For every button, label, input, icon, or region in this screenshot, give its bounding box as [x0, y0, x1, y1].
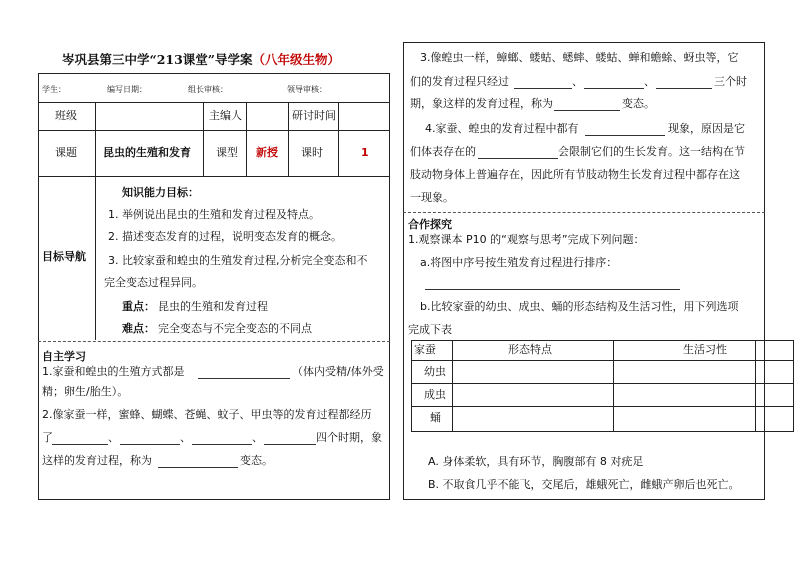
period-value: 1: [361, 146, 369, 159]
table-row-label: 成虫: [424, 388, 446, 401]
objective-item: 3. 比较家蚕和蝗虫的生殖发育过程,分析完全变态和不: [108, 254, 368, 267]
topic-value: 昆虫的生殖和发育: [103, 146, 191, 159]
row-divider: [38, 176, 390, 177]
q3-line1: 3.像蝗虫一样，蟑螂、蝼蛄、蟋蟀、蝼蛄、蝉和蟾蜍、蚜虫等，它: [420, 51, 739, 64]
difficult-point: 完全变态与不完全变态的不同点: [158, 322, 312, 335]
title-subject: （八年级生物）: [252, 52, 340, 67]
objective-item: 2. 描述变态发育的过程，说明变态发育的概念。: [108, 230, 342, 243]
col-divider: [95, 102, 96, 176]
table-header: 形态特点: [508, 343, 552, 356]
q3-line2-start: 们的发育过程只经过: [410, 75, 509, 88]
q2-line1: 2.像家蚕一样，蜜蜂、蝴蝶、苍蝇、蚊子、甲虫等的发育过程都经历: [42, 408, 372, 421]
q1-line1-start: 1.家蚕和蝗虫的生殖方式都是: [42, 365, 185, 378]
q3-line2-end: 三个时: [714, 75, 747, 88]
period-label: 课时: [301, 146, 323, 159]
q4-line1-start: 4.家蚕、蝗虫的发育过程中都有: [425, 122, 579, 135]
discuss-time-label: 研讨时间: [292, 109, 336, 122]
q1-line1-end: （体内受精/体外受: [292, 365, 384, 378]
blank-answer[interactable]: [514, 88, 572, 89]
sep: 、: [252, 431, 263, 444]
col-divider: [95, 176, 96, 340]
objectives-side-label: 目标导航: [42, 250, 86, 263]
section-divider: [38, 341, 390, 342]
option-b: B. 不取食几乎不能飞，交尾后，雄蛾死亡，雌蛾产卵后也死亡。: [428, 478, 740, 491]
blank-answer[interactable]: [584, 88, 644, 89]
page-title: [62, 50, 340, 68]
section-divider: [403, 212, 765, 213]
coop-qb-line2: 完成下表: [408, 323, 452, 336]
blank-answer[interactable]: [425, 289, 680, 290]
sep: 、: [180, 431, 191, 444]
col-divider: [246, 102, 247, 176]
blank-answer[interactable]: [554, 110, 620, 111]
col-divider: [338, 102, 339, 176]
q4-line2-start: 们体表存在的: [410, 145, 476, 158]
q2-line3-end: 变态。: [240, 454, 273, 467]
blank-answer[interactable]: [478, 158, 558, 159]
class-label: 班级: [55, 109, 77, 122]
difficult-point-label: 难点：: [122, 322, 155, 335]
blank-answer[interactable]: [198, 378, 290, 379]
table-row-label: 蛹: [430, 411, 441, 424]
table-header: 生活习性: [683, 343, 727, 356]
q2-line2-end: 四个时期，象: [316, 431, 382, 444]
self-study-heading: 自主学习: [42, 350, 86, 363]
table-row-divider: [411, 383, 794, 384]
table-col-divider: [755, 340, 756, 432]
blank-answer[interactable]: [585, 135, 665, 136]
type-value: 新授: [256, 146, 278, 159]
title-main: 岑巩县第三中学“213课堂”导学案: [62, 52, 253, 67]
q4-line4: 一现象。: [410, 191, 454, 204]
blank-answer[interactable]: [120, 444, 180, 445]
sep: 、: [572, 75, 583, 88]
editor-label: 主编人: [209, 109, 242, 122]
blank-answer[interactable]: [158, 467, 238, 468]
q2-line2-start: 了: [42, 431, 53, 444]
q4-line1-end: 现象，原因是它: [668, 122, 745, 135]
q4-line2-end: 会限制它们的生长发育。这一结构在节: [558, 145, 745, 158]
objective-item: 1. 举例说出昆虫的生殖和发育过程及特点。: [108, 208, 320, 221]
leader-review-label: 组长审核：: [188, 85, 228, 94]
blank-answer[interactable]: [192, 444, 252, 445]
coop-q1: 1.观察课本 P10 的“观察与思考”完成下列问题：: [408, 233, 645, 246]
table-header: 家蚕: [414, 343, 436, 356]
objectives-heading: 知识能力目标：: [122, 186, 199, 199]
type-label: 课型: [216, 146, 238, 159]
blank-answer[interactable]: [656, 88, 712, 89]
objective-item: 完全变态过程异同。: [104, 276, 203, 289]
col-divider: [203, 102, 204, 176]
key-point-label: 重点：: [122, 300, 155, 313]
coop-qb-line1: b.比较家蚕的幼虫、成虫、蛹的形态结构及生活习性，用下列选项: [420, 300, 739, 313]
comparison-table: [411, 340, 794, 432]
q3-line3-end: 变态。: [622, 97, 655, 110]
q4-line3: 肢动物身体上普遍存在，因此所有节肢动物生长发育过程中都存在这: [410, 168, 740, 181]
table-row-divider: [411, 406, 794, 407]
date-label: 编写日期：: [107, 85, 147, 94]
option-a: A. 身体柔软，具有环节，胸腹部有 8 对疣足: [428, 455, 644, 468]
blank-answer[interactable]: [264, 444, 316, 445]
coop-qa: a.将图中序号按生殖发育过程进行排序：: [420, 256, 618, 269]
student-label: 学生：: [42, 85, 66, 94]
key-point: 昆虫的生殖和发育过程: [158, 300, 268, 313]
table-row-label: 幼虫: [424, 365, 446, 378]
table-col-divider: [613, 340, 614, 432]
table-row-divider: [411, 360, 794, 361]
sep: 、: [644, 75, 655, 88]
col-divider: [288, 102, 289, 176]
q2-line3-start: 这样的发育过程，称为: [42, 454, 152, 467]
table-col-divider: [452, 340, 453, 432]
principal-review-label: 领导审核：: [287, 85, 327, 94]
blank-answer[interactable]: [52, 444, 108, 445]
coop-heading: 合作探究: [408, 218, 452, 231]
sep: 、: [108, 431, 119, 444]
q1-line2: 精；卵生/胎生）。: [42, 385, 129, 398]
q3-line3-start: 期，象这样的发育过程，称为: [410, 97, 553, 110]
topic-label: 课题: [55, 146, 77, 159]
